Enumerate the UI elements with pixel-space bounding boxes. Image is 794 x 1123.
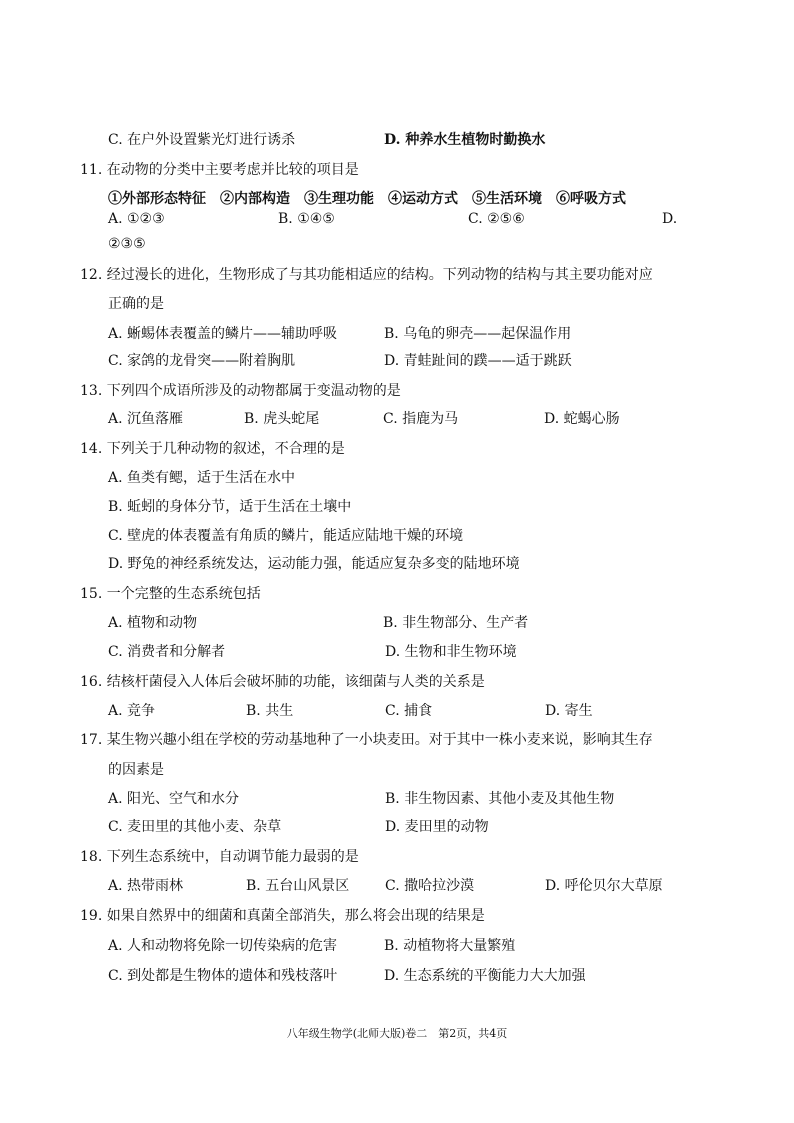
- q14-option-c: C. 壁虎的体表覆盖有角质的鳞片，能适应陆地干燥的环境: [108, 528, 464, 544]
- q17-option-a: A. 阳光、空气和水分: [108, 791, 240, 807]
- q10-option-c: C. 在户外设置紫光灯进行诱杀: [108, 132, 296, 148]
- q12-stem-cont: 正确的是: [108, 296, 164, 312]
- q12-option-d: D. 青蛙趾间的蹼——适于跳跃: [384, 353, 572, 369]
- q17-stem-cont: 的因素是: [108, 762, 164, 778]
- q12-option-b: B. 乌龟的卵壳——起保温作用: [384, 326, 572, 342]
- q15-stem: 15. 一个完整的生态系统包括: [80, 586, 261, 602]
- q11-option-d: D.: [662, 211, 678, 227]
- q16-option-b: B. 共生: [246, 703, 294, 719]
- q13-option-c: C. 指鹿为马: [383, 411, 459, 427]
- q19-option-d: D. 生态系统的平衡能力大大加强: [384, 968, 586, 984]
- q16-option-c: C. 捕食: [385, 703, 433, 719]
- q12-stem: 12. 经过漫长的进化，生物形成了与其功能相适应的结构。下列动物的结构与其主要功能对应: [80, 267, 653, 283]
- q13-option-a: A. 沉鱼落雁: [108, 411, 184, 427]
- q19-option-c: C. 到处都是生物体的遗体和残枝落叶: [108, 968, 338, 984]
- q16-option-d: D. 寄生: [545, 703, 593, 719]
- q12-option-c: C. 家鸽的龙骨突——附着胸肌: [108, 353, 296, 369]
- q15-option-a: A. 植物和动物: [108, 615, 198, 631]
- q14-option-b: B. 蚯蚓的身体分节，适于生活在土壤中: [108, 499, 352, 515]
- q14-option-d: D. 野兔的神经系统发达，运动能力强，能适应复杂多变的陆地环境: [108, 556, 520, 572]
- q17-option-d: D. 麦田里的动物: [385, 819, 489, 835]
- q11-option-b: B. ①④⑤: [278, 211, 335, 227]
- q17-stem: 17. 某生物兴趣小组在学校的劳动基地种了一小块麦田。对于其中一株小麦来说，影响其生存: [80, 732, 653, 748]
- q11-stem: 11. 在动物的分类中主要考虑并比较的项目是: [80, 162, 359, 178]
- q18-stem: 18. 下列生态系统中，自动调节能力最弱的是: [80, 849, 359, 865]
- q11-items: ①外部形态特征 ②内部构造 ③生理功能 ④运动方式 ⑤生活环境 ⑥呼吸方式: [108, 191, 626, 207]
- q15-option-d: D. 生物和非生物环境: [385, 644, 517, 660]
- q18-option-c: C. 撒哈拉沙漠: [385, 878, 475, 894]
- q15-option-c: C. 消费者和分解者: [108, 644, 226, 660]
- q11-option-d-wrap: ②③⑤: [108, 236, 146, 252]
- q14-option-a: A. 鱼类有鳃，适于生活在水中: [108, 470, 296, 486]
- q13-stem: 13. 下列四个成语所涉及的动物都属于变温动物的是: [80, 383, 401, 399]
- q18-option-d: D. 呼伦贝尔大草原: [545, 878, 663, 894]
- q15-option-b: B. 非生物部分、生产者: [383, 615, 529, 631]
- q12-option-a: A. 蜥蜴体表覆盖的鳞片——辅助呼吸: [108, 326, 338, 342]
- q11-option-c: C. ②⑤⑥: [468, 211, 525, 227]
- q13-option-b: B. 虎头蛇尾: [244, 411, 320, 427]
- q10-option-d: D. 种养水生植物时勤换水: [384, 132, 546, 148]
- q13-option-d: D. 蛇蝎心肠: [544, 411, 620, 427]
- page-footer: 八年级生物学(北师大版)卷二 第2页，共4页: [286, 1027, 508, 1040]
- q16-stem: 16. 结核杆菌侵入人体后会破坏肺的功能，该细菌与人类的关系是: [80, 674, 485, 690]
- q11-option-a: A. ①②③: [108, 211, 165, 227]
- q17-option-b: B. 非生物因素、其他小麦及其他生物: [385, 791, 615, 807]
- q19-option-b: B. 动植物将大量繁殖: [384, 938, 516, 954]
- q17-option-c: C. 麦田里的其他小麦、杂草: [108, 819, 282, 835]
- q18-option-b: B. 五台山风景区: [246, 878, 350, 894]
- q19-option-a: A. 人和动物将免除一切传染病的危害: [108, 938, 338, 954]
- q14-stem: 14. 下列关于几种动物的叙述，不合理的是: [80, 441, 345, 457]
- q18-option-a: A. 热带雨林: [108, 878, 184, 894]
- q19-stem: 19. 如果自然界中的细菌和真菌全部消失，那么将会出现的结果是: [80, 908, 485, 924]
- q16-option-a: A. 竞争: [108, 703, 156, 719]
